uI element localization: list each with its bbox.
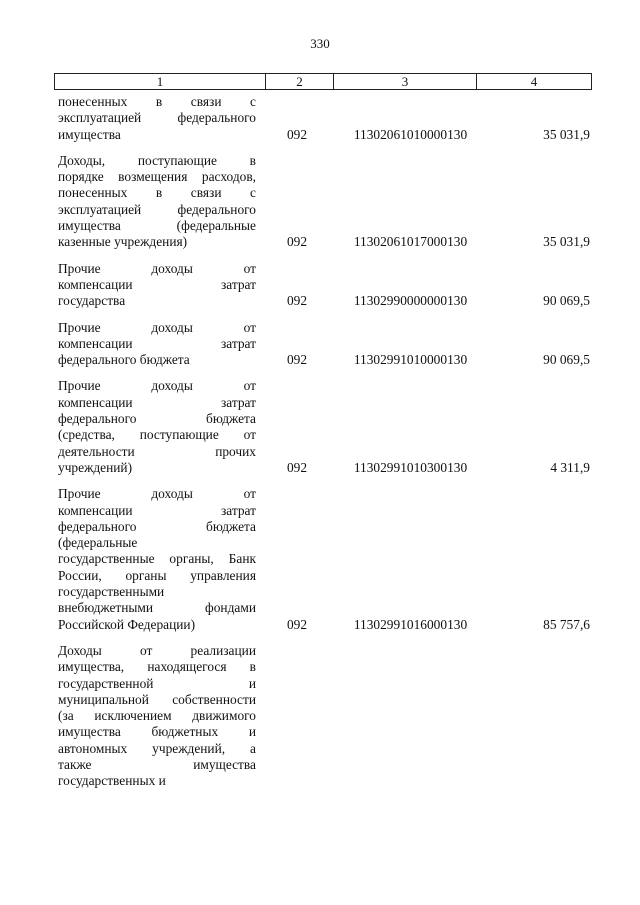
table-row (58, 320, 590, 369)
row-amount: 4 311,9 (550, 459, 590, 475)
row-admin-code: 092 (286, 459, 308, 475)
table-row (58, 378, 590, 476)
row-budget-code: 11302991010300130 (353, 459, 468, 475)
description-line: учреждений) (58, 459, 133, 475)
description-line: Доходы от реализации (58, 642, 256, 658)
description-line: казенные учреждения) (58, 234, 188, 250)
row-description (58, 261, 256, 310)
row-description (58, 486, 256, 633)
row-admin-code: 092 (286, 126, 308, 142)
description-line: эксплуатацией федерального (58, 201, 256, 217)
row-admin-code: 092 (286, 352, 308, 368)
description-line: (федеральные (58, 535, 138, 551)
description-line: государственных и (58, 773, 166, 789)
description-line: также имущества (58, 756, 256, 772)
description-line: компенсации затрат (58, 502, 256, 518)
description-line: государственные органы, Банк (58, 551, 256, 567)
row-budget-code: 11302991010000130 (353, 352, 468, 368)
row-description (58, 94, 256, 143)
row-amount: 90 069,5 (543, 293, 590, 309)
description-line: имущества, находящегося в (58, 659, 256, 675)
description-line: (за исключением движимого (58, 708, 256, 724)
description-line: федерального бюджета (58, 352, 190, 368)
description-line: Доходы, поступающие в (58, 152, 256, 168)
description-line: понесенных в связи с (58, 185, 256, 201)
description-line: Прочие доходы от (58, 486, 256, 502)
description-line: деятельности прочих (58, 443, 256, 459)
header-col-4: 4 (530, 74, 538, 89)
description-line: порядке возмещения расходов, (58, 169, 256, 185)
description-line: государственными (58, 584, 165, 600)
row-budget-code: 11302061010000130 (353, 126, 468, 142)
row-amount: 85 757,6 (543, 616, 590, 632)
row-budget-code: 11302990000000130 (353, 293, 468, 309)
description-line: эксплуатацией федерального (58, 110, 256, 126)
header-col-3: 3 (334, 74, 477, 89)
row-admin-code: 092 (286, 234, 308, 250)
description-line: государства (58, 293, 126, 309)
description-line: имущества (58, 126, 121, 142)
table-row (58, 94, 590, 143)
table-row (58, 486, 590, 633)
description-line: имущества (федеральные (58, 218, 256, 234)
description-line: федерального бюджета (58, 518, 256, 534)
description-line: муниципальной собственности (58, 691, 256, 707)
row-admin-code: 092 (286, 616, 308, 632)
row-description (58, 153, 256, 251)
header-col-1: 1 (55, 74, 266, 89)
description-line: федерального бюджета (58, 411, 256, 427)
row-budget-code: 11302991016000130 (353, 616, 468, 632)
table-row (58, 153, 590, 251)
row-amount: 35 031,9 (543, 126, 590, 142)
row-description (58, 378, 256, 476)
description-line: Прочие доходы от (58, 319, 256, 335)
table-row (58, 643, 590, 790)
description-line: компенсации затрат (58, 276, 256, 292)
table-row (58, 261, 590, 310)
row-amount: 35 031,9 (543, 234, 590, 250)
description-line: России, органы управления (58, 567, 256, 583)
row-description (58, 320, 256, 369)
description-line: понесенных в связи с (58, 94, 256, 109)
row-budget-code: 11302061017000130 (353, 234, 468, 250)
description-line: имущества бюджетных и (58, 724, 256, 740)
row-description (58, 643, 256, 790)
description-line: Прочие доходы от (58, 378, 256, 394)
description-line: Прочие доходы от (58, 260, 256, 276)
description-line: Российской Федерации) (58, 616, 196, 632)
row-admin-code: 092 (286, 293, 308, 309)
description-line: автономных учреждений, а (58, 740, 256, 756)
page-number: 330 (310, 36, 330, 51)
description-line: компенсации затрат (58, 394, 256, 410)
table-body (58, 94, 590, 800)
row-amount: 90 069,5 (543, 352, 590, 368)
header-col-2: 2 (266, 74, 334, 89)
description-line: (средства, поступающие от (58, 427, 256, 443)
description-line: компенсации затрат (58, 335, 256, 351)
description-line: внебюджетными фондами (58, 600, 256, 616)
description-line: государственной и (58, 675, 256, 691)
table-header (54, 73, 592, 90)
